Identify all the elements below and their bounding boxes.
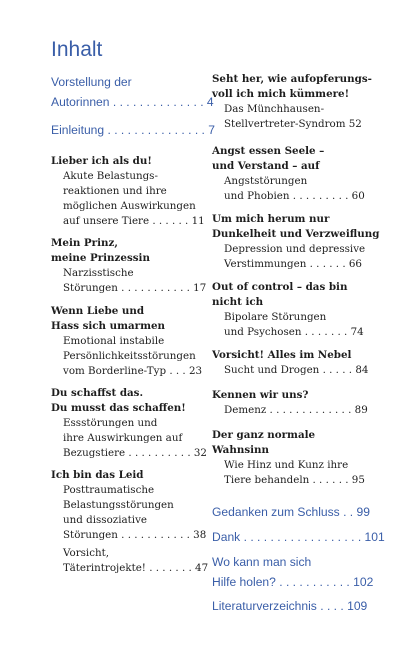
toc-entry[interactable] [51, 304, 203, 379]
toc-entry[interactable] [51, 386, 207, 461]
toc-entry-line: Autorinnen . . . . . . . . . . . . . . 4 [51, 95, 214, 109]
chapter-subtitle: Depression und depressive [224, 243, 366, 255]
chapter-subtitle: Sucht und Drogen . . . . . 84 [224, 364, 369, 376]
toc-entry[interactable] [51, 154, 205, 229]
chapter-subtitle: Angststörungen [224, 175, 308, 187]
chapter-heading: Mein Prinz, [51, 237, 118, 249]
chapter-subtitle: Störungen . . . . . . . . . . . 17 [63, 282, 207, 294]
chapter-heading: meine Prinzessin [51, 252, 150, 264]
chapter-subtitle: vom Borderline-Typ . . . 23 [63, 365, 203, 377]
chapter-subtitle: Stellvertreter-Syndrom 52 [224, 118, 362, 130]
chapter-subtitle: Verstimmungen . . . . . . 66 [224, 258, 362, 270]
toc-entry-line: Literaturverzeichnis . . . . 109 [212, 599, 368, 613]
chapter-subtitle: Posttraumatische [63, 484, 155, 496]
chapter-heading: Kennen wir uns? [212, 389, 309, 401]
chapter-heading: Um mich herum nur [212, 213, 330, 225]
toc-entry-line: Hilfe holen? . . . . . . . . . . . 102 [212, 575, 374, 589]
chapter-heading: Angst essen Seele – [212, 145, 325, 157]
chapter-heading: Du schaffst das. [51, 387, 144, 399]
chapter-heading: Seht her, wie aufopferungs- [212, 73, 372, 85]
chapter-heading: Dunkelheit und Verzweiflung [212, 228, 380, 240]
toc-entry[interactable] [212, 212, 380, 272]
chapter-heading: Wahnsinn [212, 444, 269, 456]
chapter-heading: Du musst das schaffen! [51, 402, 186, 414]
toc-entry[interactable] [51, 72, 214, 112]
toc-entry[interactable] [212, 552, 374, 592]
chapter-subtitle: Essstörungen und [63, 417, 158, 429]
toc-entry[interactable] [51, 236, 207, 296]
toc-entry[interactable] [212, 348, 369, 378]
chapter-heading: Hass sich umarmen [51, 320, 166, 332]
toc-entry[interactable] [51, 546, 209, 576]
chapter-subtitle: Akute Belastungs- [63, 170, 158, 182]
toc-entry[interactable] [51, 468, 207, 543]
page-title: Inhalt [51, 38, 103, 61]
chapter-subtitle: Vorsicht, [63, 547, 109, 559]
chapter-subtitle: Tiere behandeln . . . . . . 95 [224, 474, 365, 486]
toc-entry-line: Wo kann man sich [212, 555, 312, 569]
chapter-heading: und Verstand – auf [212, 160, 320, 172]
chapter-subtitle: Persönlichkeitsstörungen [63, 350, 196, 362]
toc-entry-line: Vorstellung der [51, 75, 132, 89]
chapter-heading: Wenn Liebe und [51, 305, 145, 317]
chapter-heading: voll ich mich kümmere! [212, 88, 350, 100]
chapter-subtitle: ihre Auswirkungen auf [63, 432, 183, 444]
toc-entry[interactable] [212, 596, 368, 616]
toc-entry-line: Dank . . . . . . . . . . . . . . . . . . 101 [212, 530, 385, 544]
toc-entry[interactable] [212, 527, 385, 547]
toc-entry[interactable] [212, 280, 364, 340]
toc-entry[interactable] [212, 72, 372, 132]
chapter-heading: Lieber ich als du! [51, 155, 152, 167]
chapter-heading: Out of control – das bin [212, 281, 348, 293]
chapter-subtitle: und dissoziative [63, 514, 147, 526]
chapter-subtitle: Emotional instabile [63, 335, 165, 347]
toc-entry[interactable] [212, 388, 368, 418]
toc-entry-line: Gedanken zum Schluss . . 99 [212, 505, 370, 519]
chapter-subtitle: Täterintrojekte! . . . . . . . 47 [63, 562, 209, 574]
chapter-subtitle: auf unsere Tiere . . . . . . 11 [63, 215, 205, 227]
chapter-subtitle: möglichen Auswirkungen [63, 200, 196, 212]
chapter-subtitle: Bezugstiere . . . . . . . . . . 32 [63, 447, 207, 459]
chapter-subtitle: und Phobien . . . . . . . . . 60 [224, 190, 365, 202]
toc-entry[interactable] [212, 144, 365, 204]
chapter-subtitle: Demenz . . . . . . . . . . . . . 89 [224, 404, 368, 416]
toc-entry[interactable] [212, 428, 365, 488]
chapter-subtitle: Wie Hinz und Kunz ihre [224, 459, 349, 471]
chapter-subtitle: Störungen . . . . . . . . . . . 38 [63, 529, 207, 541]
chapter-subtitle: Das Münchhausen- [224, 103, 325, 115]
toc-entry[interactable] [51, 120, 216, 140]
toc-entry[interactable] [212, 502, 370, 522]
chapter-heading: nicht ich [212, 296, 264, 308]
toc-entry-line: Einleitung . . . . . . . . . . . . . . . 7 [51, 123, 216, 137]
chapter-subtitle: Belastungsstörungen [63, 499, 174, 511]
chapter-subtitle: reaktionen und ihre [63, 185, 167, 197]
chapter-heading: Ich bin das Leid [51, 469, 144, 481]
chapter-subtitle: Narzisstische [63, 267, 134, 279]
chapter-heading: Der ganz normale [212, 429, 316, 441]
chapter-subtitle: Bipolare Störungen [224, 311, 327, 323]
chapter-heading: Vorsicht! Alles im Nebel [212, 349, 352, 361]
chapter-subtitle: und Psychosen . . . . . . . 74 [224, 326, 364, 338]
